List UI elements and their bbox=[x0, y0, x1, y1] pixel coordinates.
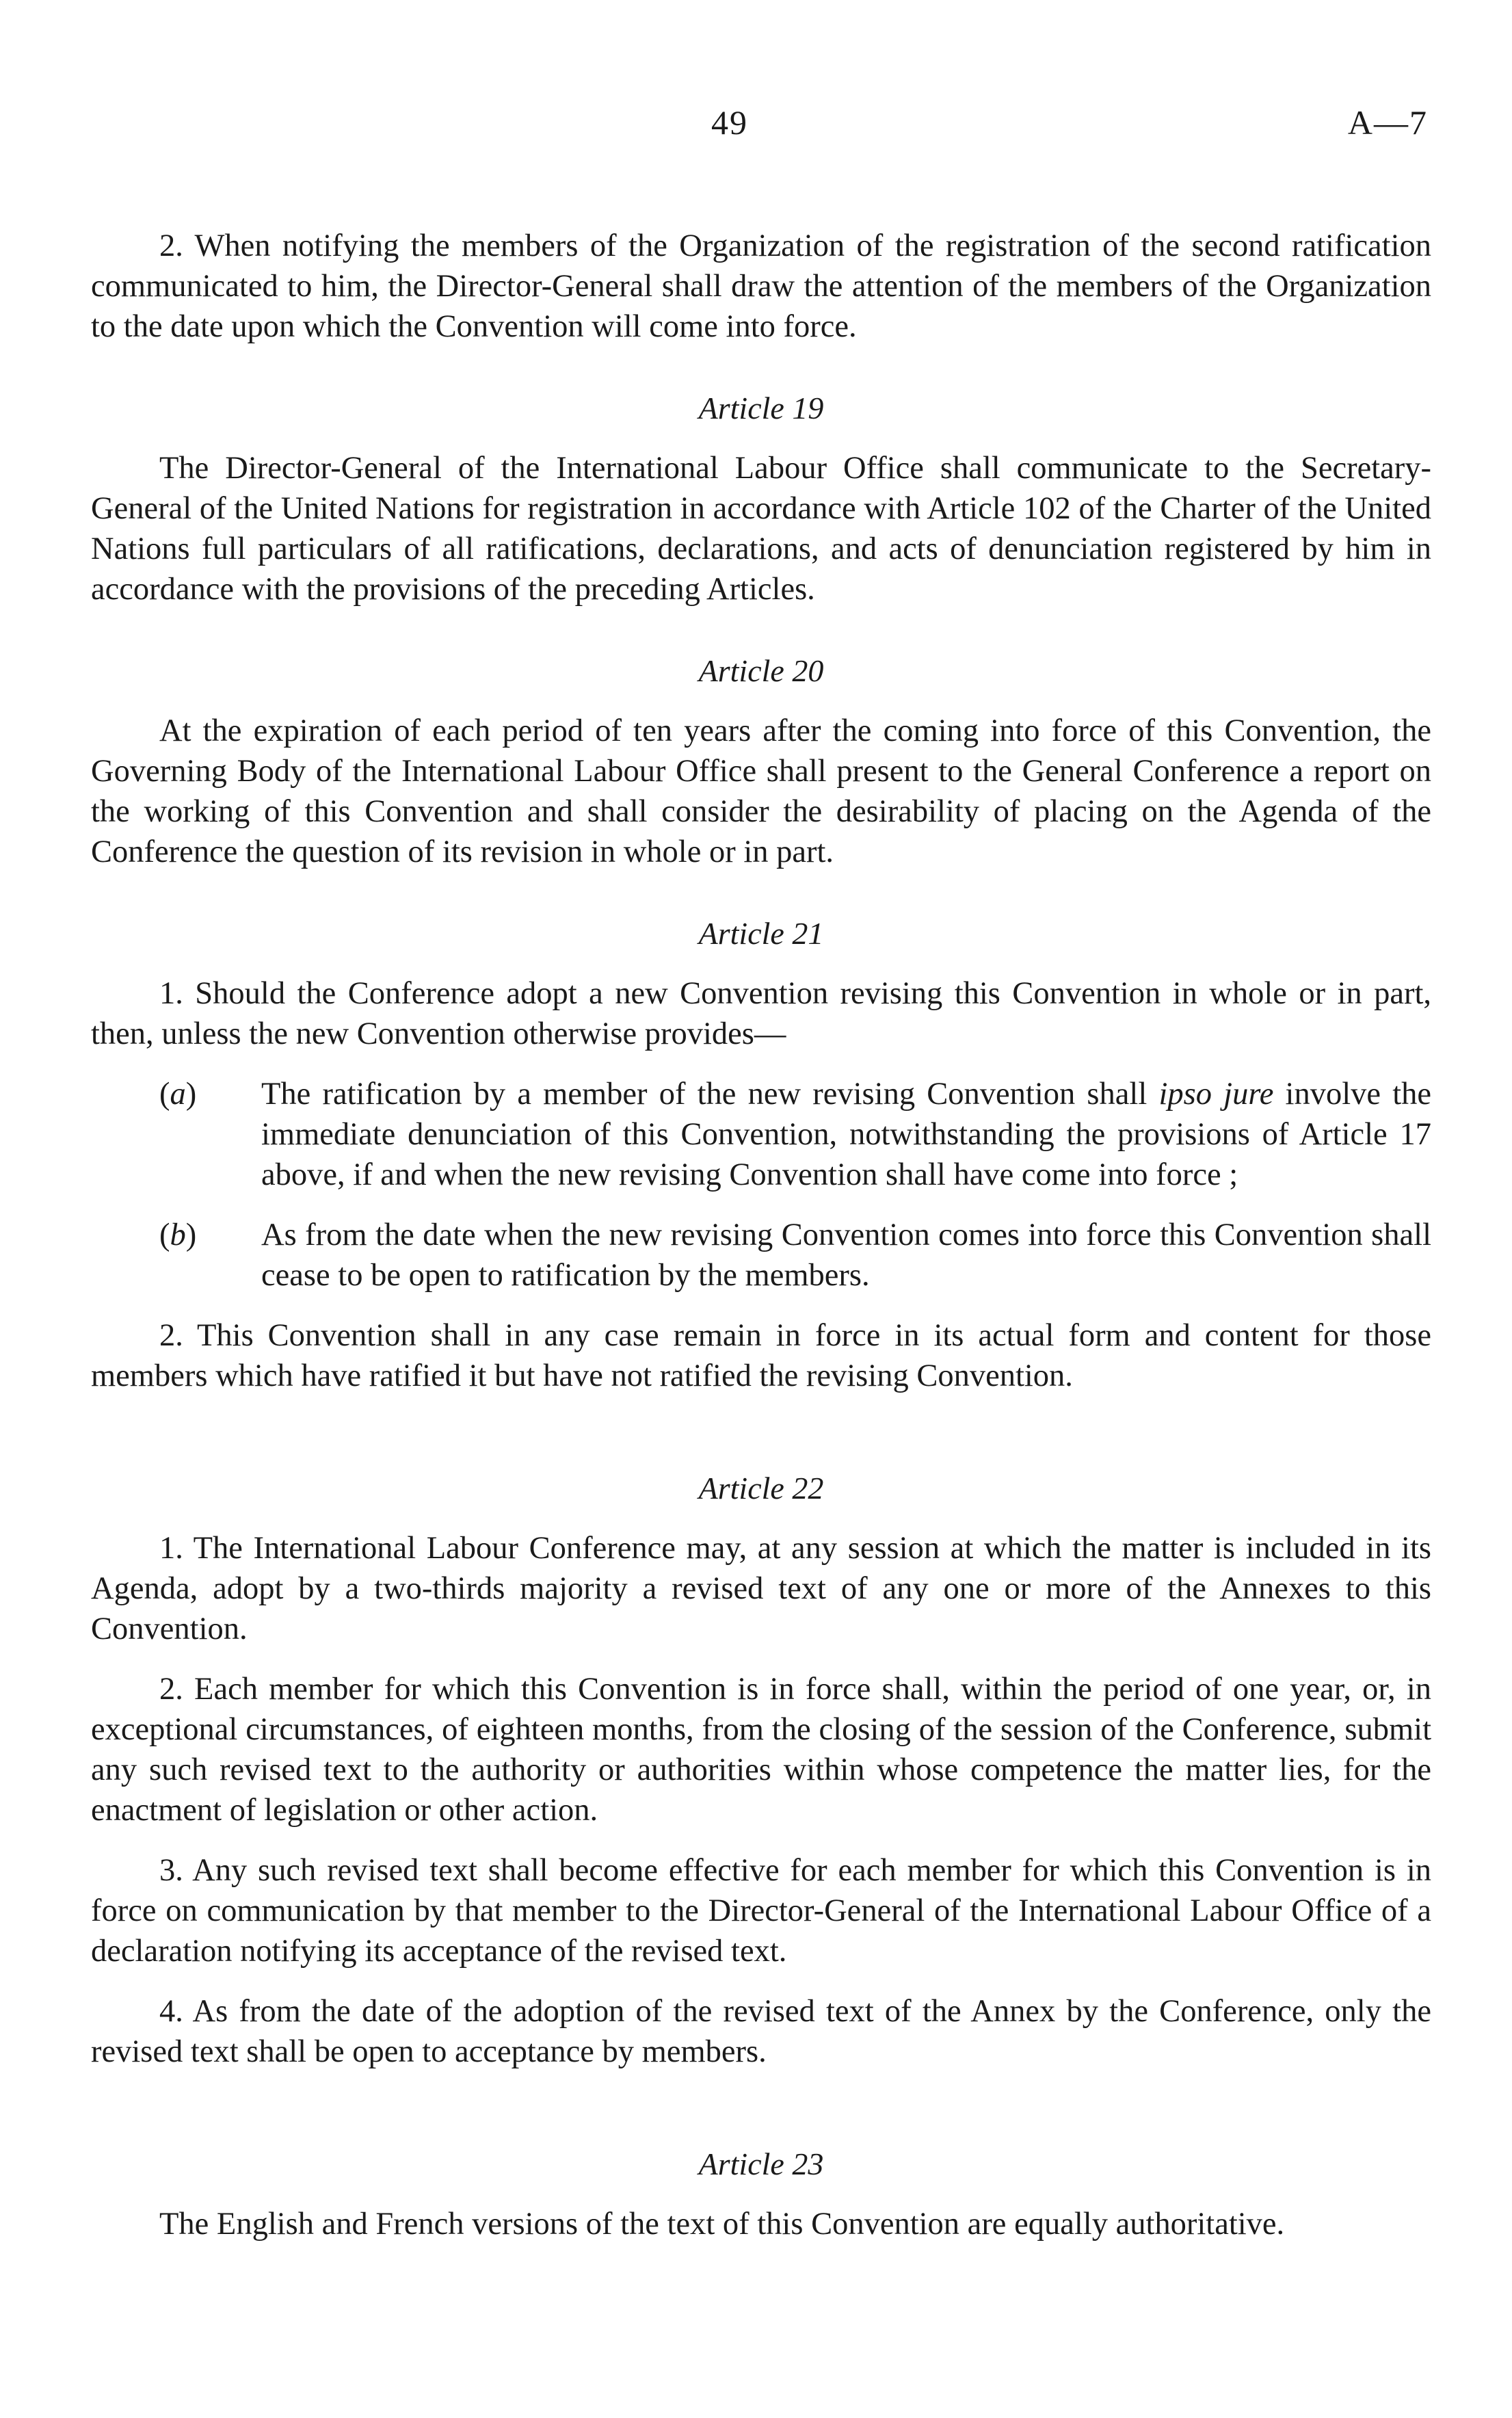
article-22-paragraph-3: 3. Any such revised text shall become effective for each member for which this Convention is in force on communication by that member to the Director-General of the International Labour Office of a declaration notifying its acceptance of the revised text. bbox=[91, 1853, 1431, 1969]
article-19-paragraph: The Director-General of the International Labour Office shall communicate to the Secretary-General of the United Nations for registration in accordance with Article 102 of the Charter of the United Nations full particulars of all ratifications, declarations, and acts of denunciation registered by him in accordance with the provisions of the preceding Articles. bbox=[91, 451, 1431, 607]
article-20-heading: Article 20 bbox=[698, 653, 824, 688]
document-body bbox=[91, 226, 1431, 2244]
article-21-paragraph-2: 2. This Convention shall in any case remain in force in its actual form and content for those members which have ratified it but have not ratified the revising Convention. bbox=[91, 1318, 1431, 1393]
page-header bbox=[0, 103, 1512, 157]
item-b-label: (b) bbox=[159, 1218, 197, 1252]
ipso-jure-phrase: ipso jure bbox=[1158, 1077, 1274, 1112]
article-21-paragraph-1: 1. Should the Conference adopt a new Convention revising this Convention in whole or in part, then, unless the new Convention otherwise provides— bbox=[91, 976, 1431, 1051]
section-reference: A—7 bbox=[1347, 103, 1428, 142]
article-21-item-b: (b) As from the date when the new revising Convention comes into force this Convention shall cease to be open to ratification by the members. bbox=[91, 1215, 1431, 1296]
article-22-paragraph-2: 2. Each member for which this Convention is in force shall, within the period of one year, or, in exceptional circumstances, of eighteen months, from the closing of the session of the Conference, submit any such revised text to the authority or authorities within whose competence the matter lies, for the enactment of legislation or other action. bbox=[91, 1672, 1431, 1828]
article-22-paragraph-1: 1. The International Labour Conference may, at any session at which the matter is included in its Agenda, adopt by a two-thirds majority a revised text of any one or more of the Annexes to this Convention. bbox=[91, 1531, 1431, 1646]
article-23-heading: Article 23 bbox=[698, 2146, 824, 2181]
article-22-heading: Article 22 bbox=[698, 1471, 824, 1506]
article-23-paragraph: The English and French versions of the text of this Convention are equally authoritative. bbox=[159, 2207, 1285, 2242]
article-18-paragraph-2: 2. When notifying the members of the Organization of the registration of the second ratification communicated to him, the Director-General shall draw the attention of the members of the Organization to the date upon which the Convention will come into force. bbox=[91, 228, 1431, 344]
article-21-heading: Article 21 bbox=[698, 916, 824, 951]
page-number: 49 bbox=[711, 103, 748, 142]
article-19-heading: Article 19 bbox=[698, 391, 824, 425]
article-21-item-a: (a) The ratification by a member of the new revising Convention shall ipso jure involve the immediate denunciation of this Convention, notwithstanding the provisions of Article 17 above, if and when the new revising Convention shall have come into force ; bbox=[91, 1074, 1431, 1195]
article-20-paragraph: At the expiration of each period of ten years after the coming into force of this Convention, the Governing Body of the International Labour Office shall present to the General Conference a report on the working of this Convention and shall consider the desirability of placing on the Agenda of the Conference the question of its revision in whole or in part. bbox=[91, 713, 1431, 869]
article-22-paragraph-4: 4. As from the date of the adoption of the revised text of the Annex by the Conference, only the revised text shall be open to acceptance by members. bbox=[91, 1994, 1431, 2069]
item-a-label: (a) bbox=[159, 1077, 197, 1112]
